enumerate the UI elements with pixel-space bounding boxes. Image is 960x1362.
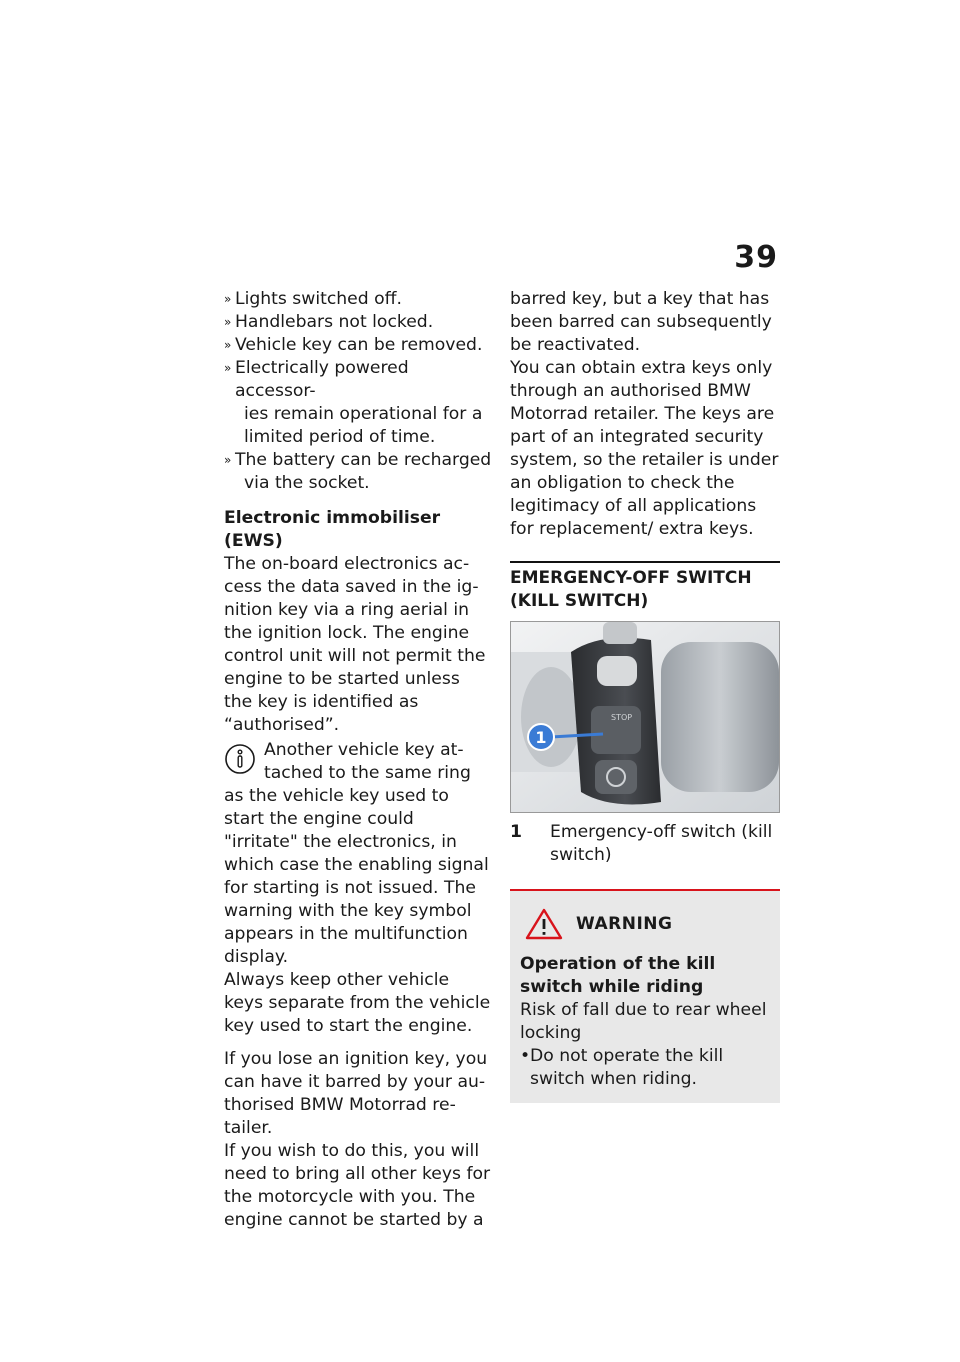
warning-list — [520, 1045, 770, 1091]
lost-key-paragraph-2: If you wish to do this, you will need to bring all other keys for the motorcycle with you. The engine cannot be started by a — [224, 1141, 491, 1230]
warning-label: WARNING — [576, 913, 673, 934]
figure-legend — [510, 821, 780, 867]
info-note — [224, 739, 492, 1038]
legend-number: 1 — [510, 822, 522, 842]
warning-box — [510, 889, 780, 1103]
warning-header — [520, 907, 770, 941]
left-column — [224, 288, 492, 1232]
page-number: 39 — [734, 240, 778, 275]
warning-triangle-icon — [524, 907, 564, 941]
right-column — [510, 288, 780, 1103]
note-paragraph: Another vehicle key attached to the same ring as the vehicle key used to start the engine could "irritate" the electronics, in which case the enabling signal for starting is not issued. The warning with the key symbol appears in the multifunction display. — [224, 740, 489, 967]
ews-heading: Electronic immobiliser (EWS) — [224, 508, 441, 551]
extra-keys-paragraph: You can obtain extra keys only through an authorised BMW Motorrad retailer. The keys are part of an integrated security system, so the retailer is under an obligation to check the legitimacy of all applications for replacement/ extra keys. — [510, 358, 779, 539]
kill-switch-figure — [510, 621, 780, 813]
svg-text:STOP: STOP — [611, 713, 633, 722]
list-item: » Lights switched off. — [224, 289, 402, 309]
info-icon — [224, 743, 256, 775]
figure-callout: 1 — [535, 728, 547, 747]
status-bullet-list — [224, 288, 492, 495]
list-item: » Vehicle key can be removed. — [224, 335, 483, 355]
list-item: • Do not operate the kill switch when riding. — [520, 1046, 724, 1089]
ews-paragraph: The on-board electronics access the data saved in the ignition key via a ring aerial in the ignition lock. The engine control unit will not permit the engine to be started unless the key is identified as “authorised”. — [224, 554, 486, 735]
lost-key-paragraph: If you lose an ignition key, you can have it barred by your authorised BMW Motorrad retailer. — [224, 1049, 488, 1138]
continued-paragraph: barred key, but a key that has been barred can subsequently be reactivated. — [510, 289, 772, 355]
section-heading: EMERGENCY-OFF SWITCH (KILL SWITCH) — [510, 561, 780, 613]
list-item: » Handlebars not locked. — [224, 312, 434, 332]
note-paragraph-2: Always keep other vehicle keys separate from the vehicle key used to start the engine. — [224, 970, 491, 1036]
list-item: » The battery can be recharged via the socket. — [224, 450, 492, 493]
legend-text: Emergency-off switch (kill switch) — [550, 822, 773, 865]
handlebar-switch-illustration — [511, 622, 779, 812]
list-item: » Electrically powered accessor- ies remain operational for a limited period of time. — [224, 358, 483, 447]
warning-title: Operation of the kill switch while riding — [520, 954, 716, 997]
warning-text: Risk of fall due to rear wheel locking — [520, 1000, 767, 1043]
